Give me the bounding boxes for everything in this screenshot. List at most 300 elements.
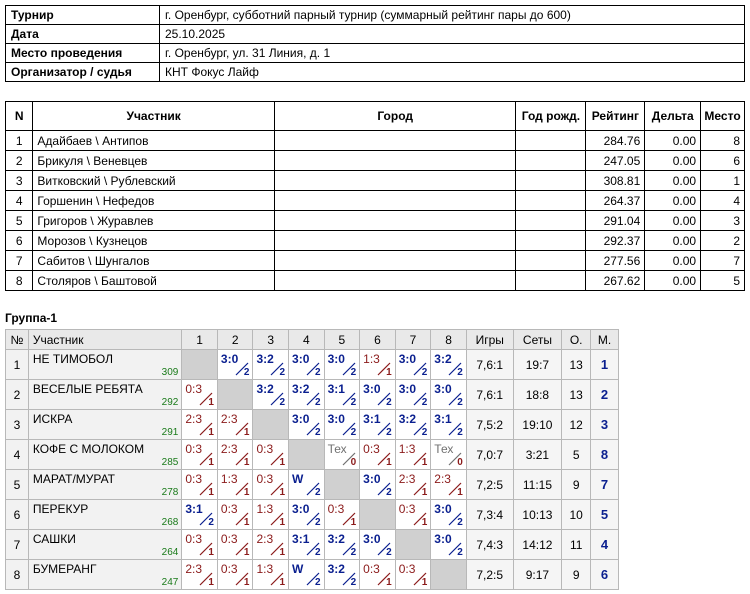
- group-col-header: Игры: [466, 330, 513, 350]
- match-result-cell[interactable]: [182, 500, 218, 530]
- match-points: 1: [279, 547, 286, 558]
- group-col-header: 4: [289, 330, 325, 350]
- match-result-cell[interactable]: [324, 530, 360, 560]
- match-result-cell[interactable]: [324, 350, 360, 380]
- match-points: 1: [243, 427, 250, 438]
- match-result-cell[interactable]: [431, 470, 467, 500]
- match-points: 1: [243, 547, 250, 558]
- match-score: W: [292, 472, 304, 486]
- match-points: 2: [315, 547, 321, 558]
- group-place: 4: [591, 530, 619, 560]
- group-row: [6, 470, 619, 500]
- match-result-cell[interactable]: [289, 410, 325, 440]
- group-place: 1: [591, 350, 619, 380]
- group-row-number: 2: [6, 380, 29, 410]
- participant-number: 5: [6, 211, 33, 231]
- match-result: [253, 500, 288, 529]
- match-points: 2: [421, 397, 428, 408]
- match-points: 2: [421, 367, 428, 378]
- col-city: Город: [274, 102, 516, 131]
- match-points: 2: [457, 397, 463, 408]
- match-result-cell[interactable]: [217, 470, 253, 500]
- match-score: 3:0: [434, 502, 452, 516]
- points-stat: 13: [562, 350, 591, 380]
- participant-place: 2: [701, 231, 745, 251]
- participant-number: 6: [6, 231, 33, 251]
- match-result-cell[interactable]: [395, 410, 431, 440]
- match-result-cell[interactable]: [217, 410, 253, 440]
- participant-place: 7: [701, 251, 745, 271]
- match-result-cell[interactable]: [182, 410, 218, 440]
- match-points: 1: [208, 547, 214, 558]
- team-cell: [28, 350, 182, 380]
- team-rating: 309: [161, 367, 179, 378]
- match-result: [360, 350, 395, 379]
- sets-stat: 14:12: [513, 530, 562, 560]
- col-rating: Рейтинг: [586, 102, 645, 131]
- participant-place: 5: [701, 271, 745, 291]
- match-score: 1:3: [256, 562, 274, 576]
- participant-rating: 291.04: [586, 211, 645, 231]
- match-score: 3:1: [363, 412, 381, 426]
- match-score: 0:3: [256, 442, 274, 456]
- match-points: 2: [350, 397, 357, 408]
- match-result-cell[interactable]: [253, 500, 289, 530]
- match-result-cell[interactable]: [360, 380, 396, 410]
- match-score: 0:3: [220, 562, 238, 576]
- match-result: [253, 530, 288, 559]
- match-result-cell[interactable]: [360, 530, 396, 560]
- group-place: 6: [591, 560, 619, 590]
- participant-city: [274, 271, 516, 291]
- match-result-cell[interactable]: [253, 470, 289, 500]
- team-rating: 291: [161, 427, 179, 438]
- match-result: [253, 470, 288, 499]
- match-result-cell[interactable]: [360, 440, 396, 470]
- participant-delta: 0.00: [645, 231, 701, 251]
- participant-number: 8: [6, 271, 33, 291]
- team-name: КОФЕ С МОЛОКОМ: [32, 442, 145, 456]
- team-rating: 247: [161, 577, 179, 588]
- group-row-number: 7: [6, 530, 29, 560]
- match-result: [325, 380, 360, 409]
- participant-row: [6, 251, 745, 271]
- participant-name: Григоров \ Журавлев: [33, 211, 275, 231]
- match-points: 2: [279, 367, 286, 378]
- match-result-cell[interactable]: [253, 380, 289, 410]
- match-result-cell[interactable]: [217, 560, 253, 590]
- match-result-cell[interactable]: [324, 380, 360, 410]
- group-col-header: 6: [360, 330, 396, 350]
- match-result-cell[interactable]: [289, 500, 325, 530]
- match-points: 2: [315, 397, 321, 408]
- team-name: САШКИ: [32, 532, 76, 546]
- diagonal-cell: [395, 530, 431, 560]
- group-row-number: 4: [6, 440, 29, 470]
- match-points: 1: [421, 457, 428, 468]
- match-result: [360, 560, 395, 589]
- match-result-cell[interactable]: [289, 350, 325, 380]
- match-result: [253, 440, 288, 469]
- group-col-header: 5: [324, 330, 360, 350]
- match-score: 2:3: [220, 412, 238, 426]
- points-stat: 11: [562, 530, 591, 560]
- match-score: 1:3: [256, 502, 274, 516]
- match-points: 2: [457, 427, 463, 438]
- match-result-cell[interactable]: [289, 380, 325, 410]
- match-points: 1: [421, 577, 428, 588]
- match-result-cell[interactable]: [289, 470, 325, 500]
- info-key: Организатор / судья: [6, 63, 160, 82]
- participant-number: 2: [6, 151, 33, 171]
- sets-stat: 19:10: [513, 410, 562, 440]
- match-result: [325, 440, 360, 469]
- participant-row: [6, 271, 745, 291]
- games-stat: 7,0:7: [466, 440, 513, 470]
- info-row: [6, 6, 745, 25]
- match-result-cell[interactable]: [324, 440, 360, 470]
- match-result-cell[interactable]: [253, 440, 289, 470]
- participant-delta: 0.00: [645, 251, 701, 271]
- team-cell: [28, 530, 182, 560]
- participant-city: [274, 171, 516, 191]
- match-points: 1: [457, 487, 463, 498]
- games-stat: 7,5:2: [466, 410, 513, 440]
- info-value: КНТ Фокус Лайф: [160, 63, 745, 82]
- participant-number: 3: [6, 171, 33, 191]
- match-points: 2: [386, 397, 392, 408]
- match-result-cell[interactable]: [431, 530, 467, 560]
- group-col-header: 1: [182, 330, 218, 350]
- match-result: [396, 560, 431, 589]
- match-score: 2:3: [398, 472, 416, 486]
- team-rating: 285: [161, 457, 179, 468]
- match-score: 0:3: [220, 502, 238, 516]
- match-result-cell[interactable]: [217, 350, 253, 380]
- col-n: N: [6, 102, 33, 131]
- match-result: [289, 530, 324, 559]
- match-result-cell[interactable]: [431, 440, 467, 470]
- match-score: 0:3: [185, 442, 203, 456]
- points-stat: 12: [562, 410, 591, 440]
- group-row-number: 5: [6, 470, 29, 500]
- team-rating: 292: [161, 397, 179, 408]
- group-results-table: [5, 329, 619, 590]
- match-points: 2: [421, 427, 428, 438]
- match-points: 1: [386, 577, 392, 588]
- info-key: Турнир: [6, 6, 160, 25]
- match-points: 1: [208, 427, 214, 438]
- match-points: 1: [243, 517, 250, 528]
- match-score: 3:0: [292, 352, 310, 366]
- participant-city: [274, 131, 516, 151]
- match-points: 1: [208, 577, 214, 588]
- participant-place: 6: [701, 151, 745, 171]
- match-result: [325, 560, 360, 589]
- match-score: 3:2: [434, 352, 452, 366]
- match-result-cell[interactable]: [395, 380, 431, 410]
- participant-name: Столяров \ Баштовой: [33, 271, 275, 291]
- match-score: 3:2: [256, 382, 274, 396]
- match-points: 1: [208, 487, 214, 498]
- group-row-number: 8: [6, 560, 29, 590]
- participant-delta: 0.00: [645, 211, 701, 231]
- match-result-cell[interactable]: [182, 440, 218, 470]
- match-result-cell[interactable]: [360, 470, 396, 500]
- match-result: [182, 440, 217, 469]
- match-score: 3:1: [327, 382, 345, 396]
- match-score: 0:3: [185, 532, 203, 546]
- info-key: Место проведения: [6, 44, 160, 63]
- match-result-cell[interactable]: [289, 560, 325, 590]
- match-points: 2: [208, 517, 214, 528]
- match-result-cell[interactable]: [182, 560, 218, 590]
- match-result: [431, 410, 466, 439]
- participant-rating: 247.05: [586, 151, 645, 171]
- sets-stat: 3:21: [513, 440, 562, 470]
- match-result-cell[interactable]: [324, 560, 360, 590]
- match-result-cell[interactable]: [253, 560, 289, 590]
- info-value: г. Оренбург, субботний парный турнир (суммарный рейтинг пары до 600): [160, 6, 745, 25]
- participant-row: [6, 211, 745, 231]
- team-cell: [28, 560, 182, 590]
- match-result-cell[interactable]: [253, 530, 289, 560]
- diagonal-cell: [182, 350, 218, 380]
- match-points: 2: [315, 577, 321, 588]
- match-points: 2: [457, 367, 463, 378]
- match-result-cell[interactable]: [253, 350, 289, 380]
- group-place: 8: [591, 440, 619, 470]
- games-stat: 7,6:1: [466, 380, 513, 410]
- match-result-cell[interactable]: [289, 530, 325, 560]
- match-score: Тех: [327, 442, 347, 456]
- match-result: [396, 440, 431, 469]
- match-result: [182, 500, 217, 529]
- match-result: [182, 530, 217, 559]
- match-score: Тех: [434, 442, 454, 456]
- match-points: 1: [386, 367, 392, 378]
- col-place: Место: [701, 102, 745, 131]
- match-score: 3:2: [327, 562, 345, 576]
- match-points: 0: [457, 457, 463, 468]
- diagonal-cell: [431, 560, 467, 590]
- match-points: 2: [243, 367, 250, 378]
- match-score: 2:3: [434, 472, 451, 486]
- match-score: 0:3: [398, 502, 416, 516]
- team-name: БУМЕРАНГ: [32, 562, 97, 576]
- participant-city: [274, 211, 516, 231]
- participant-number: 1: [6, 131, 33, 151]
- participant-delta: 0.00: [645, 271, 701, 291]
- participant-rating: 267.62: [586, 271, 645, 291]
- match-points: 2: [457, 517, 463, 528]
- team-rating: 278: [161, 487, 179, 498]
- participant-year: [516, 231, 586, 251]
- match-result-cell[interactable]: [395, 470, 431, 500]
- match-result: [431, 530, 466, 559]
- team-name: ИСКРА: [32, 412, 73, 426]
- match-result: [289, 350, 324, 379]
- match-points: 2: [315, 367, 321, 378]
- info-value: г. Оренбург, ул. 31 Линия, д. 1: [160, 44, 745, 63]
- points-stat: 9: [562, 560, 591, 590]
- participant-row: [6, 231, 745, 251]
- participant-delta: 0.00: [645, 171, 701, 191]
- match-score: 3:0: [363, 472, 381, 486]
- team-name: МАРАТ/МУРАТ: [32, 472, 116, 486]
- match-points: 1: [208, 397, 214, 408]
- group-col-header: Участник: [28, 330, 182, 350]
- games-stat: 7,6:1: [466, 350, 513, 380]
- match-score: 3:1: [185, 502, 203, 516]
- group-title: Группа-1: [5, 311, 58, 325]
- group-row-number: 3: [6, 410, 29, 440]
- match-result-cell[interactable]: [217, 530, 253, 560]
- match-result: [289, 410, 324, 439]
- match-score: 3:0: [292, 502, 310, 516]
- match-points: 1: [243, 577, 250, 588]
- match-score: 1:3: [363, 352, 380, 366]
- match-points: 2: [279, 397, 286, 408]
- participant-number: 4: [6, 191, 33, 211]
- match-score: 3:0: [327, 412, 345, 426]
- diagonal-cell: [217, 380, 253, 410]
- participant-delta: 0.00: [645, 191, 701, 211]
- participants-header-row: [6, 102, 745, 131]
- match-score: 3:0: [292, 412, 310, 426]
- match-points: 2: [386, 487, 392, 498]
- match-score: 0:3: [363, 562, 380, 576]
- match-result: [431, 380, 466, 409]
- participant-city: [274, 191, 516, 211]
- match-result: [360, 470, 395, 499]
- participant-year: [516, 271, 586, 291]
- info-row: [6, 25, 745, 44]
- match-score: 3:0: [398, 382, 417, 396]
- match-score: 3:0: [398, 352, 417, 366]
- group-row: [6, 410, 619, 440]
- match-points: 1: [279, 517, 286, 528]
- match-points: 1: [243, 457, 250, 468]
- match-score: 3:2: [327, 532, 345, 546]
- match-result-cell[interactable]: [360, 350, 396, 380]
- match-result-cell[interactable]: [431, 350, 467, 380]
- games-stat: 7,2:5: [466, 560, 513, 590]
- match-points: 2: [315, 517, 321, 528]
- match-points: 2: [386, 427, 392, 438]
- participant-place: 8: [701, 131, 745, 151]
- sets-stat: 10:13: [513, 500, 562, 530]
- match-result: [218, 350, 253, 379]
- match-result: [431, 500, 466, 529]
- match-result-cell[interactable]: [217, 500, 253, 530]
- participant-row: [6, 171, 745, 191]
- participant-year: [516, 191, 586, 211]
- match-result-cell[interactable]: [324, 410, 360, 440]
- team-cell: [28, 440, 182, 470]
- match-result-cell[interactable]: [324, 500, 360, 530]
- match-result: [218, 530, 253, 559]
- match-points: 2: [386, 547, 392, 558]
- match-points: 2: [350, 577, 357, 588]
- team-name: ВЕСЕЛЫЕ РЕБЯТА: [32, 382, 143, 396]
- match-result: [182, 470, 217, 499]
- info-value: 25.10.2025: [160, 25, 745, 44]
- group-col-header: М.: [591, 330, 619, 350]
- diagonal-cell: [324, 470, 360, 500]
- match-result: [218, 470, 253, 499]
- group-row: [6, 560, 619, 590]
- match-points: 1: [421, 517, 428, 528]
- participant-row: [6, 191, 745, 211]
- match-score: 0:3: [327, 502, 345, 516]
- match-points: 1: [421, 487, 428, 498]
- diagonal-cell: [253, 410, 289, 440]
- match-result-cell[interactable]: [360, 560, 396, 590]
- group-row-number: 1: [6, 350, 29, 380]
- match-score: 1:3: [220, 472, 238, 486]
- group-col-header: О.: [562, 330, 591, 350]
- match-score: 0:3: [398, 562, 416, 576]
- group-row: [6, 500, 619, 530]
- match-points: 1: [279, 487, 286, 498]
- match-result: [431, 350, 466, 379]
- col-year: Год рожд.: [516, 102, 586, 131]
- match-points: 1: [350, 517, 357, 528]
- match-result-cell[interactable]: [431, 380, 467, 410]
- team-rating: 264: [161, 547, 179, 558]
- participant-year: [516, 211, 586, 231]
- match-points: 1: [208, 457, 214, 468]
- match-result: [396, 470, 431, 499]
- match-result-cell[interactable]: [395, 440, 431, 470]
- participant-city: [274, 151, 516, 171]
- match-points: 2: [350, 367, 357, 378]
- group-col-header: Сеты: [513, 330, 562, 350]
- match-result: [325, 530, 360, 559]
- match-result-cell[interactable]: [431, 500, 467, 530]
- match-points: 2: [350, 427, 357, 438]
- match-result: [396, 380, 431, 409]
- match-result: [360, 440, 395, 469]
- match-result-cell[interactable]: [395, 350, 431, 380]
- match-score: 2:3: [185, 562, 203, 576]
- match-result-cell[interactable]: [360, 410, 396, 440]
- match-result-cell[interactable]: [182, 530, 218, 560]
- match-result-cell[interactable]: [431, 410, 467, 440]
- match-result-cell[interactable]: [395, 500, 431, 530]
- team-cell: [28, 380, 182, 410]
- match-score: 3:2: [256, 352, 274, 366]
- match-result-cell[interactable]: [182, 380, 218, 410]
- match-result: [289, 500, 324, 529]
- group-place: 3: [591, 410, 619, 440]
- participant-place: 3: [701, 211, 745, 231]
- participant-year: [516, 251, 586, 271]
- match-result-cell[interactable]: [395, 560, 431, 590]
- participant-place: 1: [701, 171, 745, 191]
- info-row: [6, 63, 745, 82]
- match-result-cell[interactable]: [217, 440, 253, 470]
- match-result: [253, 560, 288, 589]
- match-points: 1: [279, 457, 286, 468]
- info-key: Дата: [6, 25, 160, 44]
- match-result-cell[interactable]: [182, 470, 218, 500]
- match-score: 3:0: [434, 532, 452, 546]
- participant-place: 4: [701, 191, 745, 211]
- diagonal-cell: [360, 500, 396, 530]
- games-stat: 7,4:3: [466, 530, 513, 560]
